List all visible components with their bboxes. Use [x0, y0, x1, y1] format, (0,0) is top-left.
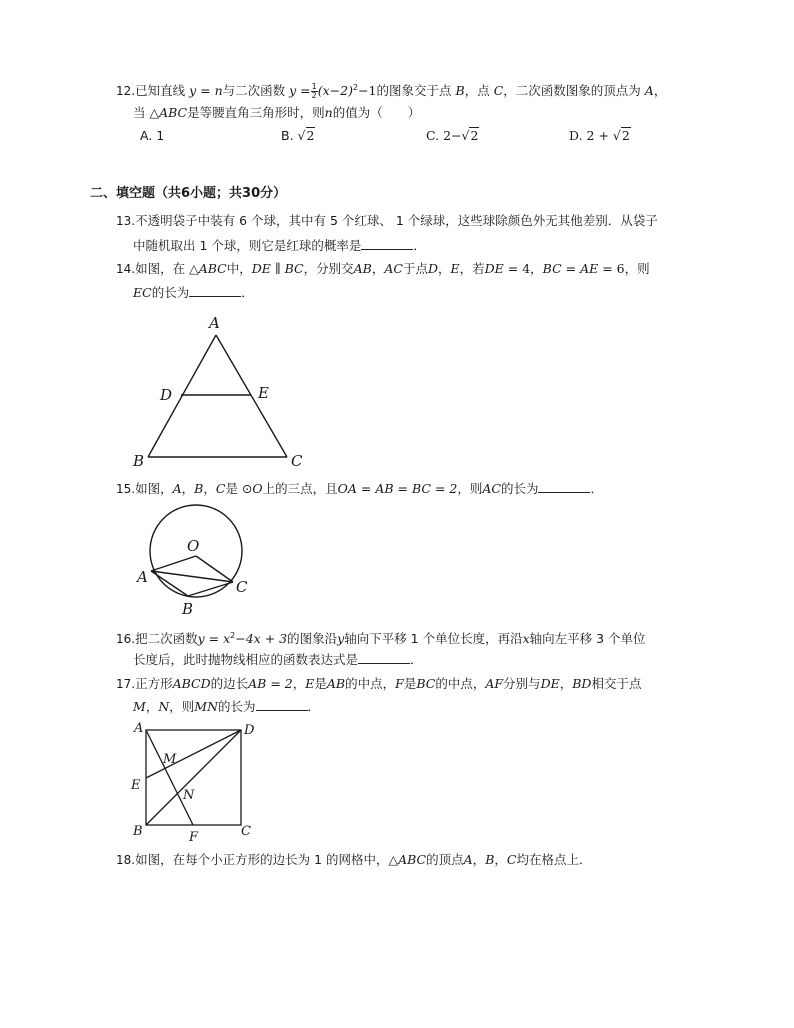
label-a: A [134, 721, 144, 736]
label-m: M [163, 752, 177, 767]
option-d: D. 2 + √2 [569, 128, 630, 143]
question-12-line-2: 当 △ABC是等腰直角三角形时，则n的值为（ ） [133, 105, 421, 120]
question-17-line-2: M，N，则MN的长为 ． [133, 699, 321, 714]
question-18-line-1: 18.如图，在每个小正方形的边长为 1 的网格中，△ABC的顶点A，B，C均在格点上． [116, 852, 592, 867]
label-c: C [241, 824, 251, 839]
question-12-line-1: 12.已知直线 y = n与二次函数 y = $\frac{1}{2}$ $(x-2)^2-1$的图象交于点 B，点 C，二次函数图象的顶点为 A， [116, 82, 667, 101]
question-13-line-1: 13.不透明袋子中装有 6 个球，其中有 5 个红球、 1 个绿球，这些球除颜色外无其他差别．从袋子 [116, 213, 658, 228]
label-o: O [187, 537, 200, 555]
question-15-line-1: 15.如图，A，B，C是 ⊙O上的三点，且OA = AB = BC = 2，则AC的长为 ． [116, 481, 603, 496]
option-b: B. √2 [281, 128, 315, 143]
label-b: B [133, 824, 143, 839]
label-b: B [182, 600, 194, 618]
question-13-line-2: 中随机取出 1 个球，则它是红球的概率是 ． [133, 238, 426, 253]
segment-de [146, 730, 241, 778]
label-n: N [183, 788, 195, 803]
question-14-line-2: EC的长为 ． [133, 285, 254, 300]
question-17-line-1: 17.正方形ABCD的边长AB = 2，E是AB的中点，F是BC的中点，AF分别与DE，BD相交于点 [116, 676, 642, 691]
label-a: A [209, 314, 220, 332]
question-number: 12. [116, 84, 136, 99]
option-c: C. 2−√2 [426, 128, 479, 143]
question-14-line-1: 14.如图，在 △ABC中，DE ∥ BC，分别交AB，AC于点D，E，若DE = 4，BC = AE = 6，则 [116, 261, 650, 276]
label-e: E [258, 384, 269, 402]
label-c: C [236, 578, 248, 596]
segment-af [146, 730, 193, 825]
label-d: D [244, 723, 255, 738]
label-f: F [189, 830, 199, 845]
segment-bd [146, 730, 241, 825]
fraction: $\frac{1}{2}$ [311, 82, 317, 101]
label-c: C [291, 452, 303, 470]
question-16-line-1: 16.把二次函数$y = x^2-4x + 3$的图象沿y轴向下平移 1 个单位长度，再沿x轴向左平移 3 个单位 [116, 631, 646, 647]
question-16-line-2: 长度后，此时抛物线相应的函数表达式是 ． [133, 652, 423, 667]
label-d: D [160, 386, 173, 404]
label-b: B [133, 452, 145, 470]
label-a: A [137, 568, 148, 586]
label-e: E [131, 778, 141, 793]
section-heading: 二、填空题（共6小题；共30分） [90, 186, 287, 201]
option-a: A. 1 [140, 128, 165, 143]
